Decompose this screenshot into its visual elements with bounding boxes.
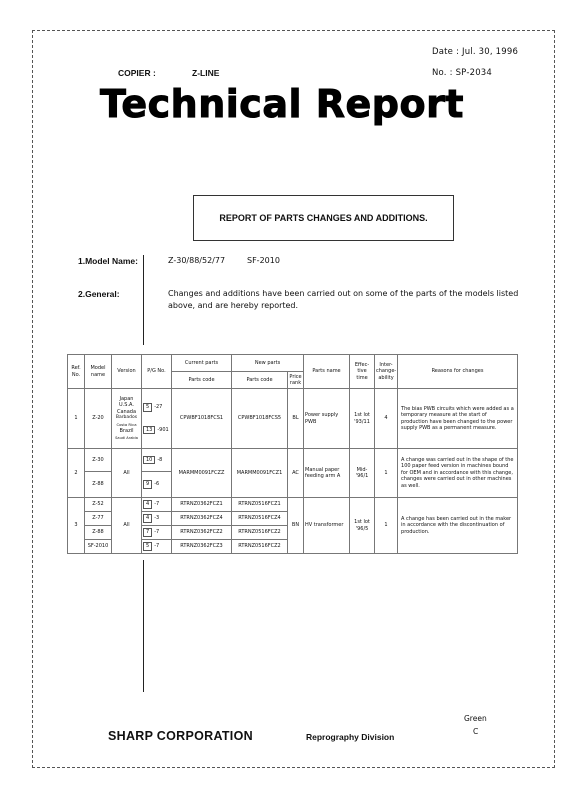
cell-new-code: RTRNZ0516FCZ2: [232, 540, 288, 554]
paper-color-code: C: [473, 727, 479, 736]
header-reasons: Reasons for changes: [398, 355, 518, 389]
cell-pg: 10 -8: [142, 449, 172, 472]
table-header-row: [68, 355, 518, 372]
cell-pg: 5 -7: [142, 540, 172, 554]
cell-new-code: RTRNZ0516FCZ1: [232, 498, 288, 512]
table-row: [68, 449, 518, 472]
cell-ref: 3: [68, 498, 85, 554]
cell-current-code: RTRNZ0362FCZ3: [172, 540, 232, 554]
cell-version: All: [112, 449, 142, 498]
cell-pg: 4 -7: [142, 498, 172, 512]
general-text-line-1: Changes and additions have been carried out on some of the parts of the models listed: [168, 289, 519, 298]
cell-new-code: CPWBF1018FCS5: [232, 389, 288, 449]
parts-change-table: [67, 354, 518, 554]
header-price-rank: Price rank: [288, 372, 304, 389]
header-pg: P/G No.: [142, 355, 172, 389]
cell-current-code: CPWBF1018FCS1: [172, 389, 232, 449]
cell-new-code: RTRNZ0516FCZ2: [232, 526, 288, 540]
cell-reason: A change has been carried out in the maker in accordance with the discontinuation of production.: [398, 498, 518, 554]
cell-new-code: MARMM0091FCZ1: [232, 449, 288, 498]
header-current-parts: Current parts: [172, 355, 232, 372]
divider-line-lower: [143, 560, 144, 692]
model-name-extra: SF-2010: [247, 256, 280, 265]
header-parts-code-current: Parts code: [172, 372, 232, 389]
cell-pg: 5 -27 13 -901: [142, 389, 172, 449]
cell-current-code: RTRNZ0362FCZ4: [172, 512, 232, 526]
report-number: No. : SP-2034: [432, 68, 493, 78]
report-heading-box: [193, 195, 454, 241]
cell-pg: 4 -3: [142, 512, 172, 526]
cell-effective: 1st lot '96/5: [350, 498, 375, 554]
cell-model: Z-77: [85, 512, 112, 526]
cell-model: Z-88: [85, 472, 112, 498]
general-label: 2.General:: [78, 289, 120, 299]
cell-effective: Mid- '96/1: [350, 449, 375, 498]
cell-new-code: RTRNZ0516FCZ4: [232, 512, 288, 526]
table-row: [68, 389, 518, 449]
cell-version: All: [112, 498, 142, 554]
cell-model: SF-2010: [85, 540, 112, 554]
cell-current-code: MARMM0091FCZZ: [172, 449, 232, 498]
header-effective: Effec- tive time: [350, 355, 375, 389]
report-heading: REPORT OF PARTS CHANGES AND ADDITIONS.: [219, 213, 428, 223]
cell-parts-name: Power supply PWB: [304, 389, 350, 449]
header-ref: Ref. No.: [68, 355, 85, 389]
model-name-value: Z-30/88/52/77: [168, 256, 226, 265]
header-parts-code-new: Parts code: [232, 372, 288, 389]
cell-interchange: 4: [375, 389, 398, 449]
cell-version: Japan U.S.A. Canada Barbados Costa Rica Brazil Saudi Arabia: [112, 389, 142, 449]
cell-model: Z-20: [85, 389, 112, 449]
cell-parts-name: Manual paper feeding arm A: [304, 449, 350, 498]
cell-rank: BN: [288, 498, 304, 554]
divider-line-upper: [143, 255, 144, 345]
header-interchange: Inter- change- ability: [375, 355, 398, 389]
cell-rank: BL: [288, 389, 304, 449]
division-name: Reprography Division: [306, 732, 395, 742]
cell-rank: AC: [288, 449, 304, 498]
general-text-line-2: above, and are hereby reported.: [168, 301, 299, 310]
report-date: Date : Jul. 30, 1996: [432, 47, 519, 57]
header-new-parts: New parts: [232, 355, 304, 372]
header-parts-name: Parts name: [304, 355, 350, 389]
header-version: Version: [112, 355, 142, 389]
cell-ref: 1: [68, 389, 85, 449]
cell-parts-name: HV transformer: [304, 498, 350, 554]
cell-effective: 1st lot '93/11: [350, 389, 375, 449]
cell-model: Z-88: [85, 526, 112, 540]
paper-color-label: Green: [464, 714, 487, 723]
model-name-label: 1.Model Name:: [78, 256, 138, 266]
page-title: Technical Report: [100, 82, 464, 126]
cell-current-code: RTRNZ0362FCZ1: [172, 498, 232, 512]
cell-current-code: RTRNZ0362FCZ2: [172, 526, 232, 540]
header-model: Model name: [85, 355, 112, 389]
cell-interchange: 1: [375, 498, 398, 554]
cell-interchange: 1: [375, 449, 398, 498]
cell-reason: A change was carried out in the shape of the 100 paper feed version in machines bound for OEM and in accordance with this change, changes were carried out in other machines as well.: [398, 449, 518, 498]
cell-pg: 9 -6: [142, 472, 172, 498]
cell-model: Z-30: [85, 449, 112, 472]
cell-model: Z-52: [85, 498, 112, 512]
cell-pg: 7 -7: [142, 526, 172, 540]
cell-ref: 2: [68, 449, 85, 498]
cell-reason: The bias PWB circuits which were added as a temporary measure at the start of production have been changed to the power supply PWB as a permanent measure.: [398, 389, 518, 449]
table-row: [68, 498, 518, 512]
company-name: SHARP CORPORATION: [108, 729, 253, 743]
copier-label: COPIER :: [118, 68, 156, 78]
copier-line: Z-LINE: [192, 68, 220, 78]
